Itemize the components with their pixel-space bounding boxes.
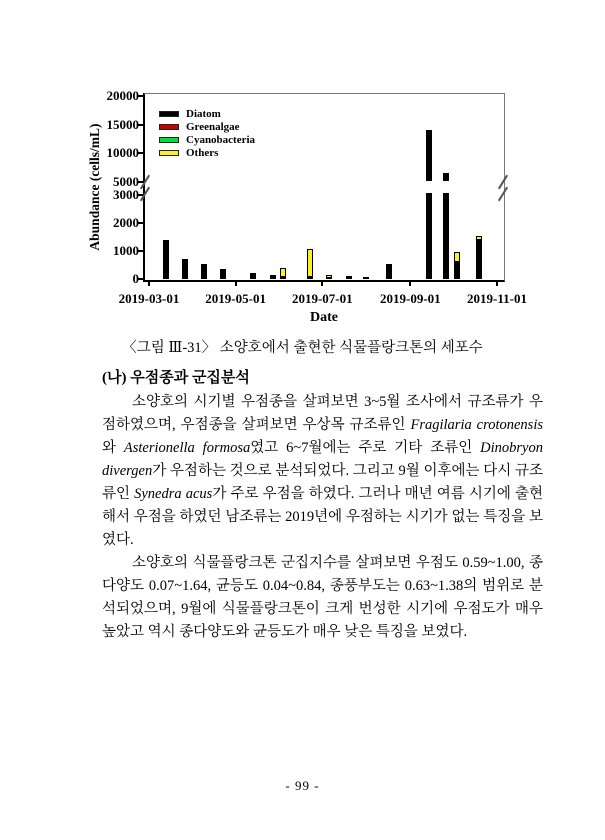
bar-segment: [280, 268, 286, 277]
x-axis-tick: [235, 280, 237, 286]
legend-swatch-icon: [159, 137, 179, 143]
text-run: 가 우점하는 것으로 분석되었다. 그리고 9월 이후에는 다시 규조류인: [102, 463, 543, 502]
bar-segment: [426, 193, 432, 279]
body-text: [102, 391, 543, 644]
y-tick-label: 5000: [113, 174, 139, 189]
legend-label: Cyanobacteria: [186, 133, 256, 146]
y-tick-label: 2000: [113, 215, 139, 230]
x-tick-label: 2019-07-01: [291, 291, 353, 306]
x-axis-title: Date: [310, 310, 338, 325]
y-axis-title: Abundance (cells/mL): [87, 123, 102, 251]
species-name: Fragilaria crotonensis: [410, 417, 543, 433]
figure-caption: 〈그림 Ⅲ-31〉 소양호에서 출현한 식물플랑크톤의 세포수: [122, 340, 483, 356]
chart-legend: [159, 107, 309, 159]
x-axis-tick: [148, 280, 150, 286]
bar-segment: [250, 273, 256, 279]
text-run: 가 주로 우점을 하였다. 그러나 매년 여름 시기에 출현해서 우점을 하였던 남조류는 2019년에 우점하는 시기가 없는 특징을 보였다.: [102, 486, 544, 548]
page-number: - 99 -: [285, 778, 320, 793]
bar-segment: [454, 262, 460, 279]
text-run: 였고 6~7월에는 주로 기타 조류인: [250, 440, 481, 456]
bar-segment: [346, 276, 352, 278]
legend-label: Greenalgae: [186, 120, 240, 133]
x-tick-label: 2019-05-01: [205, 291, 266, 306]
bar-segment: [346, 278, 352, 280]
y-tick-label: 0: [132, 271, 139, 286]
y-tick-label: 1000: [113, 243, 139, 258]
bar-segment: [201, 264, 207, 279]
x-axis-tick: [409, 280, 411, 286]
section-heading: (나) 우점종과 군집분석: [102, 370, 250, 386]
bar-segment: [363, 277, 369, 279]
bar-segment: [326, 275, 332, 278]
bar-segment: [443, 193, 449, 279]
y-tick-label: 3000: [113, 187, 139, 202]
bar-segment: [426, 130, 432, 181]
bar-segment: [182, 259, 188, 279]
bar-segment: [280, 277, 286, 279]
bar-segment: [307, 249, 313, 276]
x-tick-label: 2019-09-01: [380, 291, 441, 306]
bar-segment: [476, 240, 482, 279]
x-axis-tick: [496, 280, 498, 286]
bar-segment: [163, 240, 169, 279]
bar-segment: [454, 252, 460, 262]
x-tick-label: 2019-03-01: [118, 291, 180, 306]
y-tick-label: 10000: [106, 145, 139, 161]
bar-segment: [307, 277, 313, 279]
y-tick-label: 20000: [106, 88, 139, 103]
species-name: Synedra acus: [134, 486, 213, 502]
legend-swatch-icon: [159, 124, 179, 130]
bar-segment: [220, 269, 226, 279]
legend-item: [159, 146, 309, 159]
bar-segment: [326, 278, 332, 280]
bar-segment: [476, 236, 482, 240]
legend-item: [159, 133, 309, 146]
legend-label: Others: [186, 146, 219, 159]
bar-segment: [270, 275, 276, 279]
text-run: 와: [102, 440, 124, 456]
x-tick-label: 2019-11-01: [467, 291, 527, 306]
x-axis-tick: [321, 280, 323, 286]
legend-label: Diatom: [186, 107, 221, 120]
paragraph: [102, 391, 543, 552]
abundance-chart: [87, 88, 527, 325]
legend-swatch-icon: [159, 111, 179, 117]
legend-swatch-icon: [159, 150, 179, 156]
species-name: Asterionella formosa: [123, 440, 251, 456]
species-name: Dinobryon divergen: [102, 440, 543, 479]
legend-item: [159, 107, 309, 120]
legend-item: [159, 120, 309, 133]
paragraph: [102, 552, 543, 644]
y-tick-label: 15000: [106, 116, 139, 132]
bar-segment: [443, 173, 449, 175]
text-run: 소양호의 시기별 우점종을 살펴보면 3~5월 조사에서 규조류가 우점하였으며, 우점종을 살펴보면 우상목 규조류인: [102, 394, 543, 433]
bar-segment: [386, 264, 392, 279]
bar-segment: [443, 175, 449, 181]
text-run: 소양호의 식물플랑크톤 군집지수를 살펴보면 우점도 0.59~1.00, 종다양도 0.07~1.64, 균등도 0.04~0.84, 종풍부도는 0.63~1.38의 범위로 분석되었으며, 9월에 식물플랑크톤이 크게 번성한 시기에 우점도가 매우 높았고 역시 종다양도와 균등도가 매우 낮은 특징을 보였다.: [102, 555, 543, 640]
